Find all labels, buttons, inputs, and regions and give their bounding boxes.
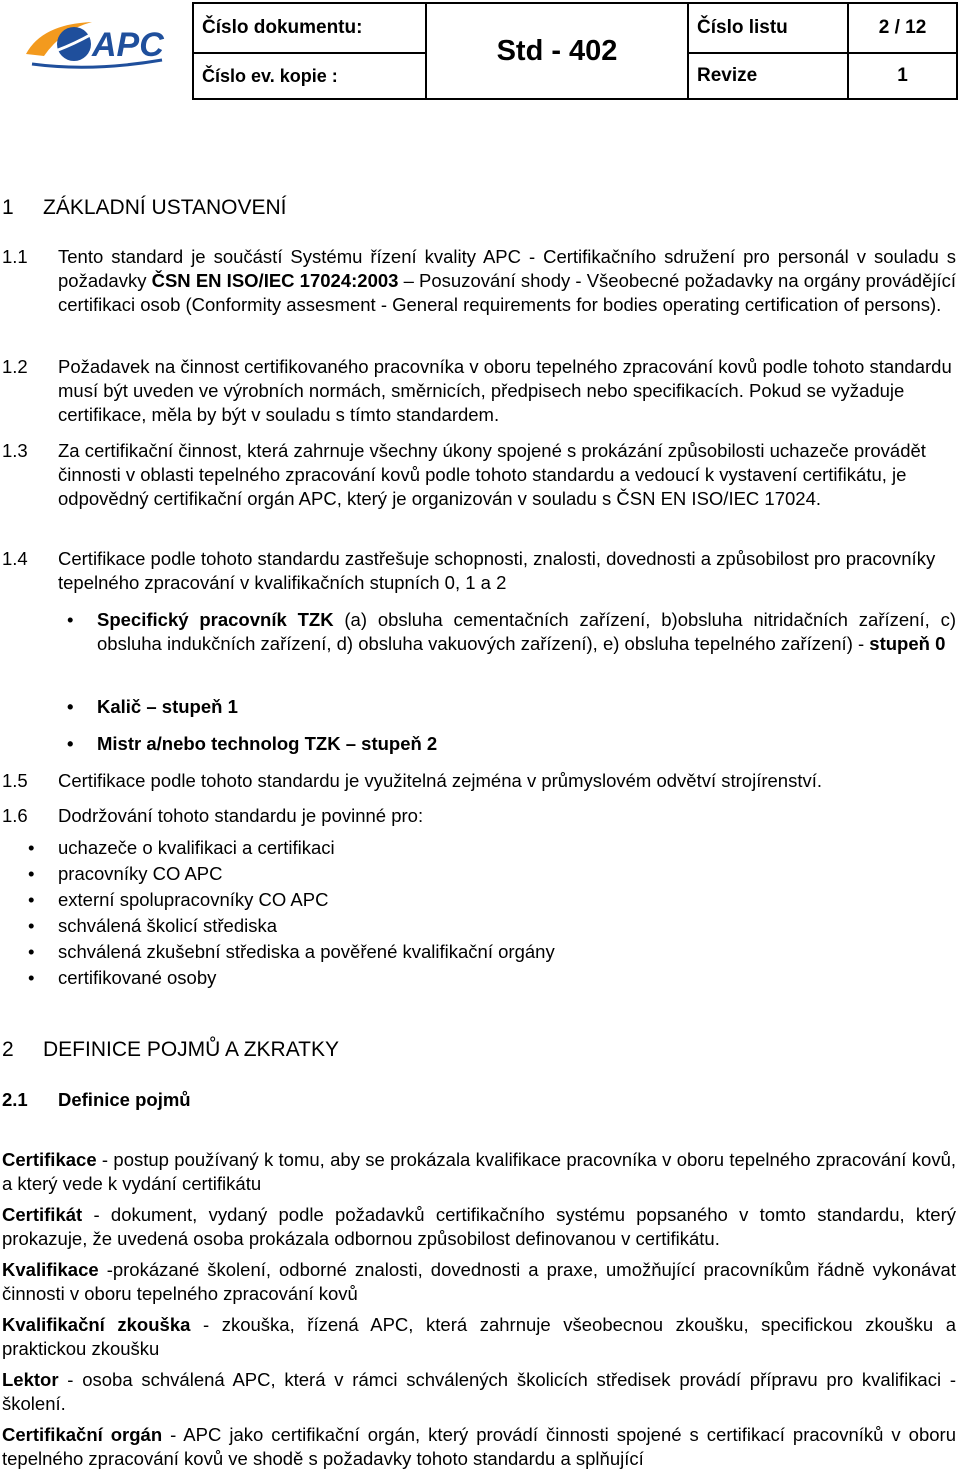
- definition-item: Certifikace - postup používaný k tomu, aby se prokázala kvalifikace pracovníka v oboru tepelného zpracování kovů, a který vede k vydání certifikátu: [2, 1149, 956, 1194]
- definition-item: Certifikát - dokument, vydaný podle požadavků certifikačního systému popsaného v tomto standardu, který prokazuje, že uvedená osoba prokázala odbornou způsobilost definovanou v certifikátu.: [2, 1204, 956, 1249]
- level-1-item: • Kalič – stupeň 1: [97, 695, 238, 719]
- definition-item: Lektor - osoba schválená APC, která v rámci schválených školicích středisek provádí přípravu pro kvalifikaci - školení.: [2, 1369, 956, 1414]
- list-item: • pracovníky CO APC: [58, 862, 223, 886]
- section-2-heading: 2 DEFINICE POJMŮ A ZKRATKY: [2, 1038, 339, 1061]
- list-item: • schválená školicí střediska: [58, 914, 277, 938]
- paragraph-1-2: 1.2 Požadavek na činnost certifikovaného pracovníka v oboru tepelného zpracování kovů podle tohoto standardu musí být uveden ve výrobních normách, směrnicích, předpisech nebo specifikacích. Pokud se vyžaduje certifikace, měla by být v souladu s tímto standardem.: [2, 356, 952, 425]
- revision-value: 1: [897, 65, 908, 86]
- paragraph-1-1: 1.1 Tento standard je součástí Systému řízení kvality APC - Certifikačního sdružení pro personál v souladu s požadavky ČSN EN ISO/IEC 17024:2003 – Posuzování shody - Všeobecné požadavky na orgány provádějící certifikaci osob (Conformity assesment - General requirements for bodies operating certification of persons).: [2, 246, 956, 315]
- copy-number-label: Číslo ev. kopie :: [202, 65, 338, 86]
- definition-item: Kvalifikace -prokázané školení, odborné znalosti, dovednosti a praxe, umožňující pracovníkům řádně vykonávat činnosti v oboru tepelného zpracování kovů: [2, 1259, 956, 1304]
- paragraph-1-3: 1.3 Za certifikační činnost, která zahrnuje všechny úkony spojené s prokázání způsobilosti uchazeče provádět činnosti v oblasti tepelného zpracování kovů podle tohoto standardu a vedoucí k vystavení certifikátu, je odpovědný certifikační orgán APC, který je organizován v souladu s ČSN EN ISO/IEC 17024.: [2, 440, 926, 509]
- section-1-heading: 1 ZÁKLADNÍ USTANOVENÍ: [2, 196, 287, 219]
- list-item: • certifikované osoby: [58, 966, 216, 990]
- logo-text: APC: [92, 26, 164, 64]
- doc-code: Std - 402: [496, 34, 618, 67]
- document-header-table: [192, 2, 958, 100]
- paragraph-1-4: 1.4 Certifikace podle tohoto standardu zastřešuje schopnosti, znalosti, dovednosti a způsobilost pro pracovníky tepelného zpracování v kvalifikačních stupních 0, 1 a 2: [2, 548, 936, 593]
- list-item: • externí spolupracovníky CO APC: [58, 888, 328, 912]
- level-0-item: • Specifický pracovník TZK (a) obsluha cementačních zařízení, b)obsluha nitridačních zařízení, c) obsluha indukčních zařízení, d) obsluha vakuových zařízení), e) obsluha tepelného zařízení) - stupeň 0: [97, 608, 956, 656]
- apc-logo: [22, 14, 167, 74]
- list-item: • schválená zkušební střediska a pověřené kvalifikační orgány: [58, 940, 555, 964]
- sheet-label: Číslo listu: [697, 17, 788, 38]
- definition-item: Kvalifikační zkouška - zkouška, řízená APC, která zahrnuje všeobecnou zkoušku, specifickou zkoušku a praktickou zkoušku: [2, 1314, 956, 1359]
- sheet-value: 2 / 12: [878, 17, 927, 38]
- revision-label: Revize: [697, 65, 758, 86]
- list-item: • uchazeče o kvalifikaci a certifikaci: [58, 836, 335, 860]
- doc-number-label: Číslo dokumentu:: [202, 17, 363, 38]
- level-2-item: • Mistr a/nebo technolog TZK – stupeň 2: [97, 732, 437, 756]
- definition-item: Certifikační orgán - APC jako certifikační orgán, který provádí činnosti spojené s certifikací pracovníků v oboru tepelného zpracování kovů ve shodě s požadavky tohoto standardu a splňující: [2, 1424, 956, 1469]
- paragraph-1-6: 1.6 Dodržování tohoto standardu je povinné pro:: [2, 805, 424, 826]
- paragraph-1-5: 1.5 Certifikace podle tohoto standardu je využitelná zejména v průmyslovém odvětví strojírenství.: [2, 770, 823, 791]
- subsection-2-1-heading: 2.1 Definice pojmů: [2, 1089, 191, 1110]
